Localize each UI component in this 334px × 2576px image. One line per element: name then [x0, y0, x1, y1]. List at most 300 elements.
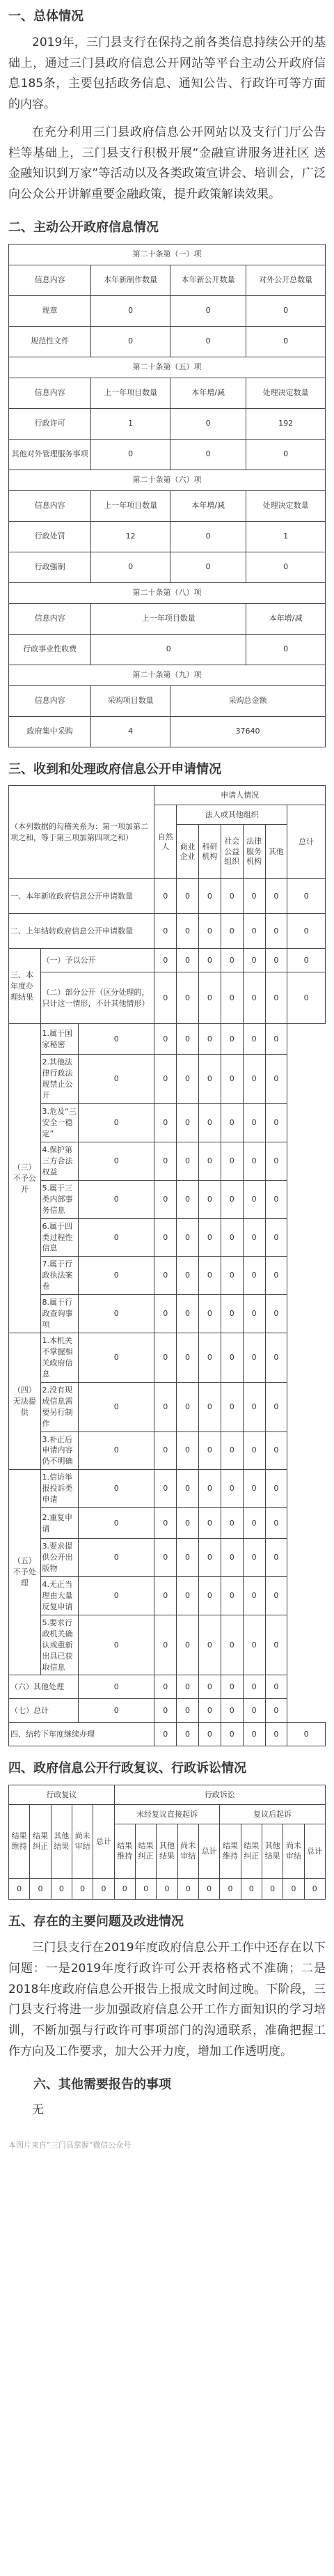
table-cell: 0	[246, 634, 326, 665]
litigation-header: 行政诉讼	[114, 1785, 325, 1805]
table-cell: 0	[135, 1879, 156, 1900]
table-cell: 0	[265, 1382, 287, 1431]
table-cell: 1	[91, 408, 170, 439]
table-cell: 0	[177, 1180, 199, 1218]
table-cell: 0	[243, 914, 265, 949]
review-col: 总计	[93, 1805, 114, 1879]
table-cell: 0	[198, 1675, 221, 1699]
table-cell: 0	[243, 1382, 265, 1431]
table-cell: 0	[243, 1218, 265, 1257]
after-review-header: 复议后起诉	[220, 1805, 326, 1824]
table-row	[9, 1470, 326, 1508]
table-cell: 0	[154, 1615, 177, 1675]
row-results-label: 三、本年度办理结果	[9, 949, 41, 1024]
table-cell: 0	[265, 949, 287, 972]
table-cell: 0	[246, 295, 326, 326]
table-cell: 0	[154, 1723, 177, 1746]
table-cell: 0	[198, 1539, 221, 1577]
table-cell: 0	[79, 1333, 154, 1383]
result-withheld-group: （三）不予公开	[9, 1024, 41, 1333]
table-cell: 0	[154, 1218, 177, 1257]
table-cell: 0	[154, 1295, 177, 1333]
col-total-amount: 采购总金额	[170, 685, 326, 716]
table-cell: 0	[154, 1333, 177, 1383]
result-subitem-label: 3.要求提供公开出版物	[40, 1539, 79, 1577]
table-row	[9, 949, 326, 972]
row-fee-label: 行政事业性收费	[9, 634, 91, 665]
col-new-public: 本年新公开数量	[170, 265, 246, 295]
table-cell: 0	[198, 1723, 221, 1746]
table-cell: 0	[177, 1699, 199, 1723]
row-rules-label: 规章	[9, 295, 91, 326]
table-cell: 0	[243, 879, 265, 914]
table-cell: 0	[177, 1333, 199, 1383]
table-cell: 0	[154, 1104, 177, 1142]
col-prev-year: 上一年项目数量	[91, 378, 170, 408]
table-cell: 0	[170, 326, 246, 357]
direct-col: 尚未审结	[177, 1824, 198, 1879]
table-cell: 0	[221, 1470, 243, 1508]
table-cell: 0	[265, 1180, 287, 1218]
table-cell: 0	[243, 1576, 265, 1615]
table-cell: 0	[221, 949, 243, 972]
result-subitem-label: 8.属于行政查询事项	[40, 1295, 79, 1333]
table-cell: 0	[243, 1508, 265, 1539]
table-cell: 0	[287, 1723, 326, 1746]
table-cell: 0	[198, 1508, 221, 1539]
result-total: （七）总计	[9, 1699, 79, 1723]
table-cell: 0	[265, 1723, 287, 1746]
table-cell: 0	[241, 1879, 262, 1900]
article-20-6-header: 第二十条第（六）项	[9, 470, 326, 490]
row-carried-over: 二、上年结转政府信息公开申请数量	[9, 914, 154, 949]
table-cell: 0	[221, 1615, 243, 1675]
table-cell: 0	[287, 914, 326, 949]
table-cell: 0	[170, 521, 246, 552]
review-litigation-table	[8, 1785, 326, 1900]
table-cell: 0	[243, 1333, 265, 1383]
row-enforcement-label: 行政强制	[9, 552, 91, 582]
direct-col: 其他结果	[157, 1824, 177, 1879]
table-cell: 0	[79, 1024, 154, 1055]
table-cell: 0	[154, 1470, 177, 1508]
table-cell: 0	[91, 634, 246, 665]
table-cell: 0	[198, 1257, 221, 1295]
result-subitem-label: 1.本机关不掌握相关政府信息	[40, 1333, 79, 1383]
total-header: 总计	[287, 805, 326, 879]
review-header: 行政复议	[9, 1785, 115, 1805]
table-cell: 0	[198, 1333, 221, 1383]
table-cell: 0	[287, 972, 326, 1024]
table-cell: 0	[177, 879, 199, 914]
table-cell: 0	[198, 1576, 221, 1615]
table-cell: 0	[79, 1257, 154, 1295]
other-header: 其他	[265, 825, 287, 879]
table-cell: 0	[221, 1431, 243, 1470]
table-cell: 0	[243, 972, 265, 1024]
col-new-made: 本年新制作数量	[91, 265, 170, 295]
table-row	[9, 1576, 326, 1615]
table-cell: 0	[198, 1382, 221, 1431]
table-cell: 0	[287, 879, 326, 914]
table-row	[9, 1180, 326, 1218]
table-cell: 0	[154, 1699, 177, 1723]
table-cell: 0	[304, 1879, 325, 1900]
biz-header: 商业企业	[177, 825, 199, 879]
table-cell: 0	[265, 1470, 287, 1508]
table-cell: 0	[265, 879, 287, 914]
section-4-title: 四、政府信息公开行政复议、行政诉讼情况	[8, 1761, 246, 1776]
table-cell: 0	[221, 879, 243, 914]
result-public: （一）予以公开	[40, 949, 154, 972]
after-col: 其他结果	[262, 1824, 283, 1879]
section-1-paragraph-2: 在充分利用三门县政府信息公开网站以及支行门厅公告栏等基础上，三门县支行积极开展“金融宣讲服务进社区 送金融知识到万家”等活动以及各类政策宣讲会、培训会，广泛向公众公开讲解重要金融政策，提升政策解读效果。	[8, 125, 326, 202]
table-cell: 0	[154, 1431, 177, 1470]
table-cell: 0	[154, 914, 177, 949]
table-cell: 0	[265, 1104, 287, 1142]
table-cell: 0	[154, 1055, 177, 1104]
table-cell: 0	[9, 1879, 30, 1900]
table-cell: 0	[177, 1723, 199, 1746]
table-cell: 0	[243, 1180, 265, 1218]
review-col: 尚未审结	[72, 1805, 93, 1879]
table-row	[9, 1295, 326, 1333]
result-subitem-label: 1.信访举报投诉类申请	[40, 1470, 79, 1508]
result-subitem-label: 4.保护第三方合法权益	[40, 1142, 79, 1180]
table-cell: 0	[265, 972, 287, 1024]
table-cell: 0	[79, 1055, 154, 1104]
direct-col: 总计	[198, 1824, 219, 1879]
result-not-processed-group: （五）不予处理	[9, 1470, 41, 1675]
table-cell: 0	[265, 1615, 287, 1675]
table-cell: 0	[91, 326, 170, 357]
result-subitem-label: 7.属于行政执法案卷	[40, 1257, 79, 1295]
table-cell: 0	[221, 1142, 243, 1180]
table-cell: 0	[221, 1382, 243, 1431]
table-cell: 0	[243, 1675, 265, 1699]
table-cell: 0	[154, 972, 177, 1024]
table-cell: 0	[177, 1879, 198, 1900]
col-decisions: 处理决定数量	[246, 490, 326, 521]
table-cell: 0	[170, 439, 246, 470]
table-cell: 0	[243, 949, 265, 972]
section-2-title: 二、主动公开政府信息情况	[8, 219, 159, 235]
after-col: 结果维持	[220, 1824, 241, 1879]
table-cell: 0	[198, 1218, 221, 1257]
result-unavailable-group: （四）无法提供	[9, 1333, 41, 1470]
table-cell: 0	[177, 1576, 199, 1615]
table-cell: 0	[243, 1142, 265, 1180]
table-cell: 0	[177, 1470, 199, 1508]
table-cell: 0	[243, 1699, 265, 1723]
table-cell: 0	[177, 972, 199, 1024]
table-cell: 0	[157, 1879, 177, 1900]
table-cell: 0	[177, 1104, 199, 1142]
table-cell: 0	[79, 1382, 154, 1431]
table-row	[9, 1431, 326, 1470]
table-cell: 0	[265, 1699, 287, 1723]
result-subitem-label: 3.补正后申请内容仍不明确	[40, 1431, 79, 1470]
table-row	[9, 1508, 326, 1539]
col-change: 本年增/减	[170, 378, 246, 408]
table-note: （本列数据的勾稽关系为：第一项加第二项之和，等于第三项加第四项之和）	[9, 786, 154, 879]
section-5-title: 五、存在的主要问题及改进情况	[8, 1914, 184, 1930]
table-cell: 0	[243, 1470, 265, 1508]
legal-header: 法律服务机构	[243, 825, 265, 879]
table-cell: 0	[198, 1879, 219, 1900]
table-row	[9, 1142, 326, 1180]
col-info-content: 信息内容	[9, 490, 91, 521]
col-change: 本年增/减	[246, 603, 326, 634]
result-subitem-label: 6.属于四类过程性信息	[40, 1218, 79, 1257]
result-subitem-label: 5.属于三类内部事务信息	[40, 1180, 79, 1218]
section-1-title: 一、总体情况	[8, 9, 84, 24]
table-cell: 0	[243, 1723, 265, 1746]
table-cell: 0	[243, 1295, 265, 1333]
col-prev-year: 上一年项目数量	[91, 603, 246, 634]
col-prev-year: 上一年项目数量	[91, 490, 170, 521]
table-cell: 0	[79, 1104, 154, 1142]
row-procurement-label: 政府集中采购	[9, 716, 91, 747]
table-cell: 0	[283, 1879, 304, 1900]
table-cell: 0	[221, 1675, 243, 1699]
row-new-applications: 一、本年新收政府信息公开申请数量	[9, 879, 154, 914]
table-cell: 0	[246, 439, 326, 470]
table-cell: 0	[154, 1142, 177, 1180]
row-other-mgmt-label: 其他对外管理服务事项	[9, 439, 91, 470]
table-row	[9, 1615, 326, 1675]
table-row	[9, 1382, 326, 1431]
article-20-9-header: 第二十条第（九）项	[9, 665, 326, 685]
table-cell: 0	[265, 1257, 287, 1295]
table-cell: 0	[79, 1142, 154, 1180]
table-cell: 0	[91, 439, 170, 470]
table-cell: 1	[246, 521, 326, 552]
table-cell: 0	[265, 1024, 287, 1055]
table-cell: 12	[91, 521, 170, 552]
table-cell: 0	[265, 1333, 287, 1383]
table-cell: 0	[243, 1024, 265, 1055]
after-col: 总计	[304, 1824, 325, 1879]
table-row	[9, 1879, 326, 1900]
review-col: 结果纠正	[30, 1805, 51, 1879]
table-cell: 0	[265, 1539, 287, 1577]
after-col: 结果纠正	[241, 1824, 262, 1879]
table-cell: 4	[91, 716, 170, 747]
table-cell: 0	[243, 1257, 265, 1295]
table-cell: 0	[198, 1142, 221, 1180]
result-subitem-label: 3.危及“三安全一稳定”	[40, 1104, 79, 1142]
table-cell: 0	[221, 1024, 243, 1055]
table-row	[9, 972, 326, 1024]
table-cell: 0	[177, 1539, 199, 1577]
table-cell: 0	[79, 1470, 154, 1508]
active-disclosure-table	[8, 244, 326, 747]
result-subitem-label: 1.属于国家秘密	[40, 1024, 79, 1055]
applicant-header: 申请人情况	[154, 786, 326, 805]
table-cell: 0	[221, 1180, 243, 1218]
table-cell: 0	[221, 1576, 243, 1615]
review-col: 结果维持	[9, 1805, 30, 1879]
direct-col: 结果维持	[114, 1824, 135, 1879]
direct-suit-header: 未经复议直接起诉	[114, 1805, 220, 1824]
table-cell: 0	[154, 1576, 177, 1615]
table-cell: 0	[177, 1431, 199, 1470]
table-cell: 0	[246, 326, 326, 357]
table-row	[9, 1699, 326, 1723]
table-cell: 0	[79, 1431, 154, 1470]
table-cell: 0	[265, 1142, 287, 1180]
table-cell: 0	[198, 914, 221, 949]
col-change: 本年增/减	[170, 490, 246, 521]
table-cell: 0	[243, 1055, 265, 1104]
table-cell: 0	[177, 949, 199, 972]
section-1-paragraph-1: 2019年，三门县支行在保持之前各类信息持续公开的基础上，通过三门县政府信息公开网站等平台主动公开政府信息185条，主要包括政务信息、通知公告、行政许可等方面的内容。	[8, 35, 326, 112]
table-row	[9, 1055, 326, 1104]
table-cell: 0	[221, 1295, 243, 1333]
row-carry-forward: 四、结转下年度继续办理	[9, 1723, 154, 1746]
table-cell: 0	[154, 949, 177, 972]
section-6-title: 六、其他需要报告的事项	[33, 2077, 171, 2092]
table-cell: 0	[79, 1508, 154, 1539]
table-cell: 0	[79, 1218, 154, 1257]
table-cell: 0	[79, 1699, 154, 1723]
col-decisions: 处理决定数量	[246, 378, 326, 408]
article-20-1-header: 第二十条第（一）项	[9, 244, 326, 265]
table-row	[9, 1257, 326, 1295]
table-cell: 0	[198, 1180, 221, 1218]
table-cell: 0	[177, 1508, 199, 1539]
table-cell: 0	[79, 1576, 154, 1615]
table-cell: 0	[91, 295, 170, 326]
table-row	[9, 1333, 326, 1383]
table-cell: 0	[154, 879, 177, 914]
table-cell: 0	[79, 1180, 154, 1218]
table-cell: 0	[198, 972, 221, 1024]
col-info-content: 信息内容	[9, 603, 91, 634]
table-cell: 0	[265, 1431, 287, 1470]
org-header: 法人或其他组织	[177, 805, 287, 825]
after-col: 尚未审结	[283, 1824, 304, 1879]
table-cell: 0	[91, 552, 170, 582]
table-cell: 0	[221, 1333, 243, 1383]
result-subitem-label: 2.重复申请	[40, 1508, 79, 1539]
table-cell: 0	[198, 1295, 221, 1333]
table-cell: 0	[221, 1218, 243, 1257]
table-cell: 0	[177, 1142, 199, 1180]
table-cell: 0	[177, 1615, 199, 1675]
table-cell: 0	[221, 1539, 243, 1577]
table-cell: 0	[287, 949, 326, 972]
table-cell: 0	[221, 1055, 243, 1104]
table-cell: 0	[177, 914, 199, 949]
row-penalty-label: 行政处罚	[9, 521, 91, 552]
table-row	[9, 879, 326, 914]
table-cell: 0	[221, 1699, 243, 1723]
table-cell: 0	[265, 1508, 287, 1539]
table-cell: 0	[79, 1539, 154, 1577]
table-cell: 0	[243, 1539, 265, 1577]
table-cell: 0	[170, 552, 246, 582]
table-cell: 0	[262, 1879, 283, 1900]
table-cell: 192	[246, 408, 326, 439]
table-cell: 0	[79, 1295, 154, 1333]
table-cell: 0	[154, 1257, 177, 1295]
table-cell: 0	[114, 1879, 135, 1900]
table-cell: 0	[72, 1879, 93, 1900]
direct-col: 结果纠正	[135, 1824, 156, 1879]
table-cell: 0	[177, 1055, 199, 1104]
natural-person-header: 自然人	[154, 805, 177, 879]
table-cell: 0	[198, 1699, 221, 1723]
table-cell: 0	[30, 1879, 51, 1900]
table-cell: 0	[198, 949, 221, 972]
review-col: 其他结果	[51, 1805, 72, 1879]
table-cell: 0	[265, 1055, 287, 1104]
table-cell: 0	[177, 1675, 199, 1699]
table-cell: 0	[221, 1257, 243, 1295]
table-cell: 0	[243, 1615, 265, 1675]
result-other: （六）其他处理	[9, 1675, 79, 1699]
table-cell: 0	[177, 1218, 199, 1257]
table-cell: 0	[221, 1723, 243, 1746]
table-cell: 0	[154, 1180, 177, 1218]
result-subitem-label: 2.没有现成信息需要另行制作	[40, 1382, 79, 1431]
article-20-5-header: 第二十条第（五）项	[9, 357, 326, 378]
table-row	[9, 1024, 326, 1055]
source-footer: 本图片来自“三门县掌握”微信公众号	[8, 2141, 132, 2150]
table-cell: 0	[154, 1539, 177, 1577]
research-header: 科研机构	[198, 825, 221, 879]
table-row	[9, 914, 326, 949]
social-header: 社会公益组织	[221, 825, 243, 879]
table-cell: 0	[265, 914, 287, 949]
table-cell: 0	[198, 1055, 221, 1104]
table-cell: 0	[177, 1382, 199, 1431]
table-cell: 0	[177, 1295, 199, 1333]
result-subitem-label: 4.无正当理由大量反复申请	[40, 1576, 79, 1615]
table-cell: 0	[265, 1218, 287, 1257]
row-permit-label: 行政许可	[9, 408, 91, 439]
application-table	[8, 785, 326, 1746]
table-cell: 0	[154, 1382, 177, 1431]
col-info-content: 信息内容	[9, 685, 91, 716]
table-cell: 0	[220, 1879, 241, 1900]
table-cell: 0	[170, 408, 246, 439]
table-cell: 0	[154, 1675, 177, 1699]
table-cell: 0	[265, 1675, 287, 1699]
table-row	[9, 1104, 326, 1142]
section-6-paragraph: 无	[32, 2103, 44, 2118]
table-cell: 0	[246, 552, 326, 582]
table-cell: 0	[198, 1431, 221, 1470]
table-row	[9, 1218, 326, 1257]
table-cell: 0	[198, 1615, 221, 1675]
col-project-count: 采购项目数量	[91, 685, 170, 716]
col-info-content: 信息内容	[9, 265, 91, 295]
table-cell: 0	[51, 1879, 72, 1900]
table-cell: 0	[154, 1508, 177, 1539]
table-cell: 0	[221, 914, 243, 949]
table-cell: 37640	[170, 716, 326, 747]
section-5-paragraph: 三门县支行在2019年度政府信息公开工作中还存在以下问题：一是2019年度行政许可公开表格格式不准确；二是2018年度政府信息公开报告上报成文时间过晚。下阶段，三门县支行将进一步加强政府信息公开工作方面知识的学习培训，不断加强与行政许可事项部门的沟通联系，准确把握工作方向及工作要求，加大公开力度，增加工作透明度。	[8, 1941, 326, 2058]
article-20-8-header: 第二十条第（八）项	[9, 582, 326, 603]
col-info-content: 信息内容	[9, 378, 91, 408]
table-cell: 0	[221, 1508, 243, 1539]
table-cell: 0	[221, 972, 243, 1024]
table-cell: 0	[170, 295, 246, 326]
table-cell: 0	[265, 1295, 287, 1333]
